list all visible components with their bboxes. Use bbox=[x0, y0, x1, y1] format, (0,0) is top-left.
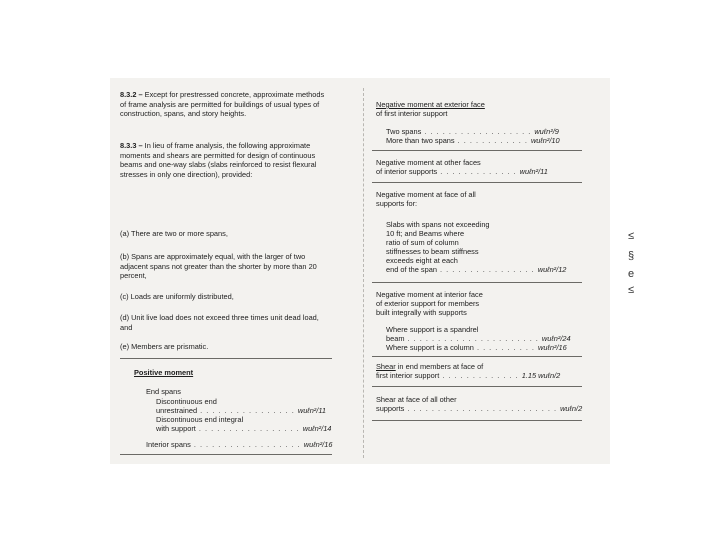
row-value: wuℓn²/16 bbox=[303, 440, 333, 449]
condition-e: (e) Members are prismatic. bbox=[120, 342, 209, 351]
neg-interior-heading: Negative moment at interior face bbox=[376, 290, 483, 299]
row-value: wuℓn²/14 bbox=[302, 424, 332, 433]
section-number: 8.3.2 – bbox=[120, 90, 143, 99]
row-label: Two spans bbox=[386, 127, 422, 136]
shear-all-row: supports . . . . . . . . . . . . . . . . . . . . . . . . . wuℓn/2 bbox=[376, 404, 583, 413]
shear-end-row: first interior support . . . . . . . . . . . . . 1.15 wuℓn/2 bbox=[376, 371, 561, 380]
para-text: In lieu of frame analysis, the following approximate moments and shears are permitted for design of continuous beams and one-way slabs (slabs reinforced to resist flexural stresses in only one direction), provided: bbox=[120, 141, 317, 179]
with-support-row: with support . . . . . . . . . . . . . . . . . wuℓn²/14 bbox=[156, 424, 332, 433]
row-value: wuℓn²/24 bbox=[541, 334, 571, 343]
positive-moment-heading: Positive moment bbox=[134, 368, 194, 377]
neg-other-heading: Negative moment at other faces bbox=[376, 158, 481, 167]
edge-glyph: ≤ bbox=[628, 284, 635, 296]
shear-word: Shear bbox=[376, 362, 396, 371]
row-value: 1.15 wuℓn/2 bbox=[521, 371, 561, 380]
end-spans-label: End spans bbox=[146, 387, 181, 396]
rule bbox=[372, 356, 582, 357]
condition-d: (d) Unit live load does not exceed three times unit dead load, and bbox=[120, 313, 319, 332]
edge-glyph: ≤ bbox=[628, 230, 635, 242]
right-column bbox=[372, 78, 604, 464]
neg-other-row: of interior supports . . . . . . . . . . . . . wuℓn²/11 bbox=[376, 167, 548, 176]
row-label: with support bbox=[156, 424, 196, 433]
row-value: wuℓn/2 bbox=[560, 404, 583, 413]
row-label: Where support is a column bbox=[386, 343, 474, 352]
slabs-line: ratio of sum of column bbox=[386, 238, 459, 247]
row-value: wuℓn²/16 bbox=[538, 343, 567, 352]
row-label: More than two spans bbox=[386, 136, 455, 145]
column-row: Where support is a column . . . . . . . . . . wuℓn²/16 bbox=[386, 343, 567, 352]
rule bbox=[120, 454, 332, 455]
para-8-3-2 bbox=[120, 90, 328, 119]
section-number: 8.3.3 – bbox=[120, 141, 143, 150]
para-8-3-3 bbox=[120, 141, 330, 179]
condition-a: (a) There are two or more spans, bbox=[120, 229, 228, 238]
unrestrained-row: unrestrained . . . . . . . . . . . . . . . . wuℓn²/11 bbox=[156, 406, 326, 415]
rule bbox=[120, 358, 332, 359]
row-label: end of the span bbox=[386, 265, 437, 274]
shear-all-heading: Shear at face of all other bbox=[376, 395, 457, 404]
neg-interior-heading-2: of exterior support for members bbox=[376, 299, 480, 308]
row-label: Interior spans bbox=[146, 440, 191, 449]
two-spans-row: Two spans . . . . . . . . . . . . . . . . . . wuℓn²/9 bbox=[386, 127, 559, 136]
row-label: supports bbox=[376, 404, 405, 413]
rule bbox=[372, 150, 582, 151]
edge-glyph: е bbox=[628, 268, 635, 280]
slabs-line: exceeds eight at each bbox=[386, 256, 458, 265]
spandrel-row: beam . . . . . . . . . . . . . . . . . . . . . . wuℓn²/24 bbox=[386, 334, 571, 343]
neg-exterior-heading: Negative moment at exterior face bbox=[376, 100, 485, 109]
neg-interior-heading-3: built integrally with supports bbox=[376, 308, 467, 317]
row-label: first interior support bbox=[376, 371, 440, 380]
disc-integral-label: Discontinuous end integral bbox=[156, 415, 244, 424]
row-label: beam bbox=[386, 334, 405, 343]
slabs-line: 10 ft; and Beams where bbox=[386, 229, 465, 238]
neg-all-heading: Negative moment at face of all bbox=[376, 190, 476, 199]
column-divider bbox=[363, 88, 364, 458]
slabs-line: Slabs with spans not exceeding bbox=[386, 220, 490, 229]
shear-text: in end members at face of bbox=[395, 362, 484, 371]
neg-all-heading-2: supports for: bbox=[376, 199, 418, 208]
rule bbox=[372, 182, 582, 183]
slabs-line: stiffnesses to beam stiffness bbox=[386, 247, 479, 256]
scanned-page bbox=[110, 78, 610, 464]
condition-b: (b) Spans are approximately equal, with the larger of two adjacent spans not greater than the shorter by more than 20 percent, bbox=[120, 252, 317, 281]
rule bbox=[372, 282, 582, 283]
row-value: wuℓn²/11 bbox=[297, 406, 326, 415]
edge-glyph: § bbox=[628, 250, 635, 262]
interior-spans-row: Interior spans . . . . . . . . . . . . . . . . . . wuℓn²/16 bbox=[146, 440, 333, 449]
row-label: of interior supports bbox=[376, 167, 438, 176]
left-column bbox=[120, 78, 352, 464]
row-value: wuℓn²/10 bbox=[530, 136, 560, 145]
slabs-end-row: end of the span . . . . . . . . . . . . . . . . wuℓn²/12 bbox=[386, 265, 567, 274]
spandrel-line: Where support is a spandrel bbox=[386, 325, 479, 334]
rule bbox=[372, 386, 582, 387]
row-value: wuℓn²/11 bbox=[519, 167, 548, 176]
more-spans-row: More than two spans . . . . . . . . . . . . wuℓn²/10 bbox=[386, 136, 560, 145]
neg-exterior-heading-2: of first interior support bbox=[376, 109, 448, 118]
row-value: wuℓn²/9 bbox=[534, 127, 559, 136]
rule bbox=[372, 420, 582, 421]
row-value: wuℓn²/12 bbox=[537, 265, 567, 274]
row-label: unrestrained bbox=[156, 406, 198, 415]
disc-end-label: Discontinuous end bbox=[156, 397, 217, 406]
para-text: Except for prestressed concrete, approximate methods of frame analysis are permitted for buildings of usual types of construction, spans, and story heights. bbox=[120, 90, 325, 119]
condition-c: (c) Loads are uniformly distributed, bbox=[120, 292, 234, 301]
